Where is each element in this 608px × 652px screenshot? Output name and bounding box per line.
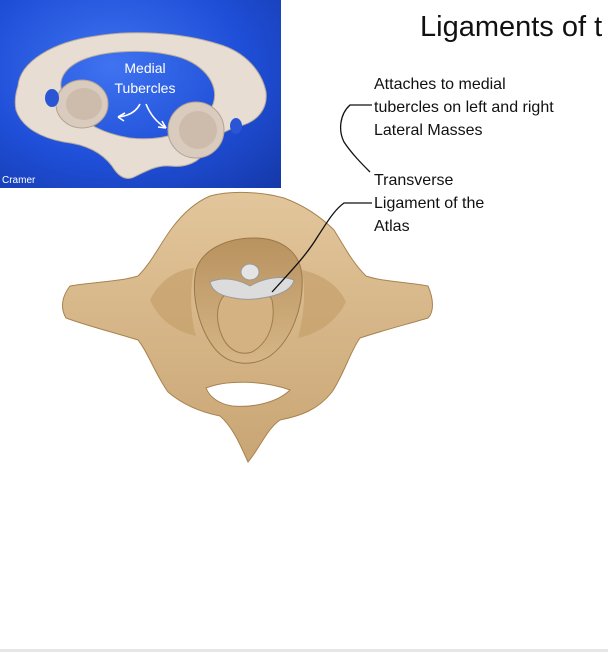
slide-title: Ligaments of t bbox=[420, 11, 603, 43]
ligament-tubercle-knob bbox=[241, 264, 259, 280]
medial-attachment-note: Attaches to medial tubercles on left and right Lateral Masses bbox=[374, 76, 554, 139]
medial-tubercles-label: Medial Tubercles bbox=[114, 60, 176, 96]
transverse-ligament-note: Transverse Ligament of the Atlas bbox=[374, 172, 485, 235]
photo-credit: Cramer bbox=[2, 175, 36, 186]
attachment-leader-line bbox=[341, 105, 372, 172]
